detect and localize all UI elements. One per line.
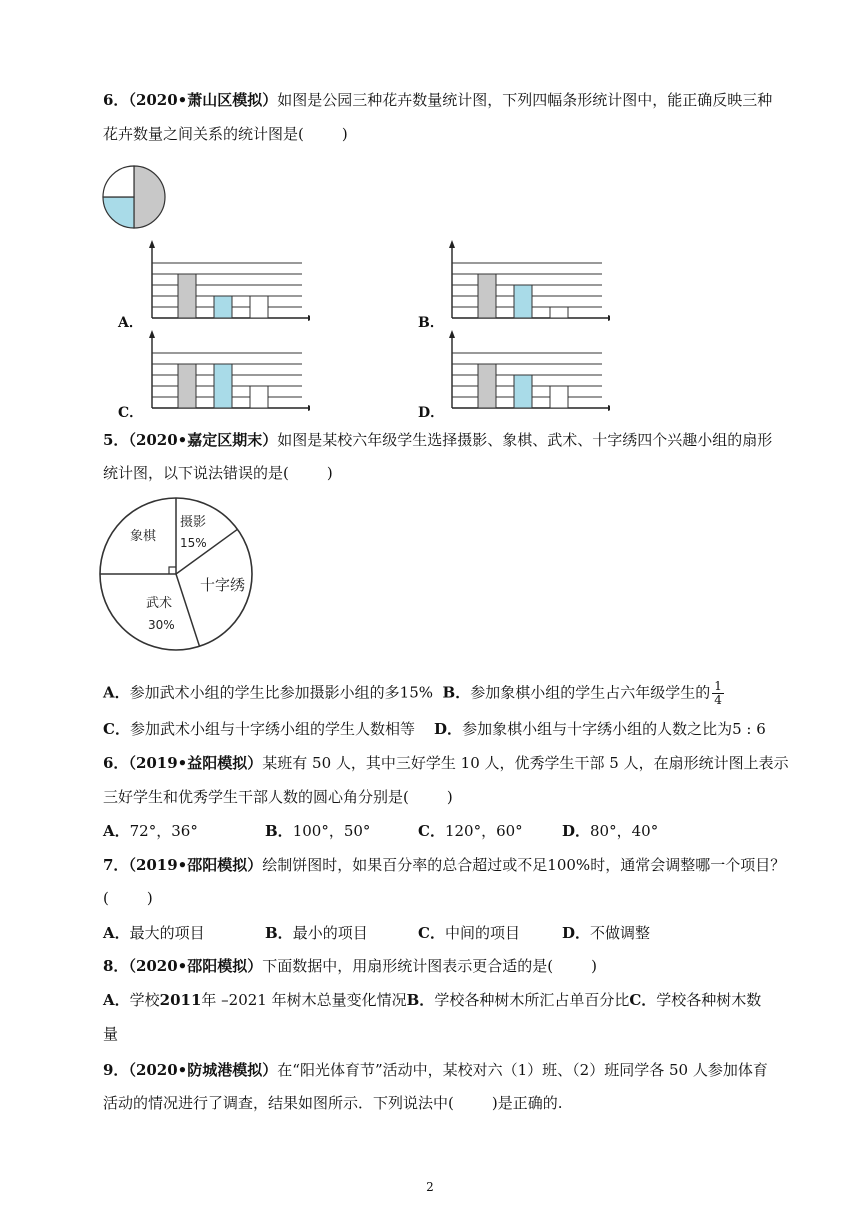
question-source: （2020•邵阳模拟） — [128, 957, 263, 975]
option-label: D． — [562, 822, 591, 840]
option-text: 学校各种树木所汇占单百分比 — [434, 991, 630, 1009]
question-source: （2019•邵阳模拟） — [128, 856, 263, 874]
question-number: 6． — [103, 754, 129, 772]
option-text: 参加武术小组的学生比参加摄影小组的多 — [129, 683, 400, 702]
paren-close: ) — [491, 1094, 498, 1112]
q6b-option-a — [103, 821, 198, 841]
bar — [214, 296, 232, 318]
option-text: 120°，60° — [444, 822, 523, 840]
bar — [250, 296, 268, 318]
bar — [514, 285, 532, 318]
q7-line1 — [103, 855, 785, 875]
paren-open: ( — [283, 464, 289, 482]
bar — [478, 274, 496, 318]
y-axis-arrow — [149, 330, 155, 338]
bar — [178, 274, 196, 318]
q6b-line2 — [103, 787, 453, 807]
question-text: 花卉数量之间关系的统计图是 — [103, 125, 299, 143]
bar-chart-c — [140, 330, 310, 416]
question-text: 统计图，以下说法错误的是 — [103, 464, 284, 482]
bar-chart-b — [440, 240, 610, 326]
option-text: 100°，50° — [292, 822, 371, 840]
q6a-line2 — [103, 124, 348, 144]
q7-option-d — [562, 923, 650, 943]
x-axis-arrow — [308, 315, 310, 321]
bar — [214, 364, 232, 408]
x-axis-arrow — [308, 405, 310, 411]
q7-line2 — [103, 888, 153, 908]
option-text: 参加武术小组与十字绣小组的学生人数相等 — [129, 720, 415, 738]
question-text: 如图是某校六年级学生选择摄影、象棋、武术、十字绣四个兴趣小组的扇形 — [277, 431, 773, 449]
question-number: 7． — [103, 856, 129, 874]
y-axis-arrow — [149, 240, 155, 248]
option-c-label: C． — [118, 405, 144, 421]
question-number: 8． — [103, 957, 129, 975]
question-text: 时，通常会调整哪一个项目？ — [590, 856, 786, 874]
q7-option-a — [103, 923, 205, 943]
option-label: C． — [418, 924, 445, 942]
q8-options-cont — [103, 1024, 118, 1044]
bar — [478, 364, 496, 408]
option-value: 15% — [399, 683, 433, 702]
option-text: 年 –2021 年树木总量变化情况 — [201, 991, 407, 1009]
option-d-label: D． — [418, 405, 445, 421]
question-source: （2020•防城港模拟） — [128, 1061, 278, 1079]
hobby-pie-chart — [96, 496, 266, 656]
question-text: 绘制饼图时，如果百分率的总合超过或不足 — [262, 856, 548, 874]
bar — [250, 386, 268, 408]
q5-options-cd — [103, 719, 766, 739]
option-year: 2011 — [159, 991, 202, 1009]
paren-open: ( — [547, 957, 554, 975]
option-text: 72°，36° — [129, 822, 198, 840]
option-a-label: A． — [118, 315, 143, 331]
pie-label: 摄影 — [180, 515, 207, 530]
option-label: C． — [629, 991, 657, 1009]
pie-slice — [103, 197, 134, 228]
pie-value-label: 15% — [180, 536, 207, 550]
option-label: A． — [103, 924, 130, 942]
bar-chart-d — [440, 330, 610, 416]
q5-line2 — [103, 463, 333, 483]
option-text: 不做调整 — [590, 924, 651, 942]
q9-line1 — [103, 1060, 768, 1080]
pie-value-label: 30% — [148, 618, 175, 632]
pie-slice — [134, 166, 165, 228]
option-text: 参加象棋小组与十字绣小组的人数之比为 — [462, 720, 733, 738]
y-axis-arrow — [449, 240, 455, 248]
paren-close: ) — [341, 125, 348, 143]
paren-close: ) — [446, 788, 453, 806]
pie-label: 象棋 — [130, 529, 157, 544]
q8-line1 — [103, 956, 597, 976]
pie-label: 武术 — [146, 596, 173, 611]
question-source: （2020•嘉定区期末） — [128, 431, 278, 449]
fraction — [712, 680, 724, 707]
pie-label: 十字绣 — [200, 576, 246, 594]
question-number: 9． — [103, 1061, 129, 1079]
option-label: D． — [434, 720, 463, 738]
pie-slice — [103, 166, 134, 197]
option-text: 学校各种树木数 — [656, 991, 762, 1009]
q7-option-c — [418, 923, 520, 943]
q6b-line1 — [103, 753, 789, 773]
option-text: 80°，40° — [590, 822, 659, 840]
paren-open: ( — [403, 788, 409, 806]
option-label: B． — [406, 991, 435, 1009]
question-text: 活动的情况进行了调查，结果如图所示．下列说法中 — [103, 1094, 449, 1112]
paren-close: ) — [591, 957, 598, 975]
question-source: （2019•益阳模拟） — [128, 754, 263, 772]
question-number: 6． — [103, 91, 129, 109]
bar — [178, 364, 196, 408]
bar-chart-a — [140, 240, 310, 326]
option-text: 最小的项目 — [292, 924, 368, 942]
q6b-option-d — [562, 821, 658, 841]
fraction-denominator: 4 — [714, 693, 722, 707]
question-text: 某班有 50 人，其中三好学生 10 人，优秀学生干部 5 人，在扇形统计图上表示 — [262, 754, 789, 772]
q6b-option-c — [418, 821, 523, 841]
q5-options-ab — [103, 680, 724, 707]
question-value: 100% — [547, 856, 591, 874]
option-text: 量 — [103, 1025, 119, 1043]
x-axis-arrow — [608, 315, 610, 321]
q8-options — [103, 990, 761, 1010]
page-number: 2 — [426, 1180, 434, 1194]
paren-open: ( — [298, 125, 304, 143]
option-label: A． — [103, 822, 130, 840]
option-label: D． — [562, 924, 591, 942]
option-text: 最大的项目 — [129, 924, 205, 942]
question-text: 三好学生和优秀学生干部人数的圆心角分别是 — [103, 788, 404, 806]
option-label: B． — [442, 683, 471, 702]
paren-close: ) — [326, 464, 333, 482]
paren-open: ( — [448, 1094, 454, 1112]
flower-pie-chart — [100, 164, 170, 230]
option-b-label: B． — [418, 315, 444, 331]
bar — [550, 386, 568, 408]
fraction-numerator: 1 — [714, 679, 722, 693]
q7-option-b — [265, 923, 368, 943]
question-text: 下面数据中，用扇形统计图表示更合适的是 — [262, 957, 548, 975]
x-axis-arrow — [608, 405, 610, 411]
paren-close: ) — [146, 889, 153, 907]
paren-open: ( — [103, 889, 109, 907]
question-number: 5． — [103, 431, 129, 449]
bar — [514, 375, 532, 408]
q5-line1 — [103, 430, 772, 450]
bar — [550, 307, 568, 318]
option-text: 参加象棋小组的学生占六年级学生的 — [470, 683, 711, 702]
question-text: 是正确的. — [497, 1094, 563, 1112]
option-label: B． — [265, 924, 293, 942]
option-value: 5 : 6 — [732, 720, 766, 738]
question-text: 如图是公园三种花卉数量统计图，下列四幅条形统计图中，能正确反映三种 — [277, 91, 773, 109]
q9-line2 — [103, 1093, 563, 1113]
option-label: A． — [103, 991, 130, 1009]
option-label: C． — [103, 720, 130, 738]
q6a-line1 — [103, 90, 772, 110]
option-label: C． — [418, 822, 445, 840]
q6b-option-b — [265, 821, 370, 841]
option-text: 学校 — [129, 991, 160, 1009]
option-label: A． — [103, 683, 130, 702]
option-text: 中间的项目 — [444, 924, 520, 942]
question-text: 在“阳光体育节”活动中，某校对六（1）班、（2）班同学各 50 人参加体育 — [277, 1061, 768, 1079]
y-axis-arrow — [449, 330, 455, 338]
question-source: （2020•萧山区模拟） — [128, 91, 278, 109]
option-label: B． — [265, 822, 293, 840]
